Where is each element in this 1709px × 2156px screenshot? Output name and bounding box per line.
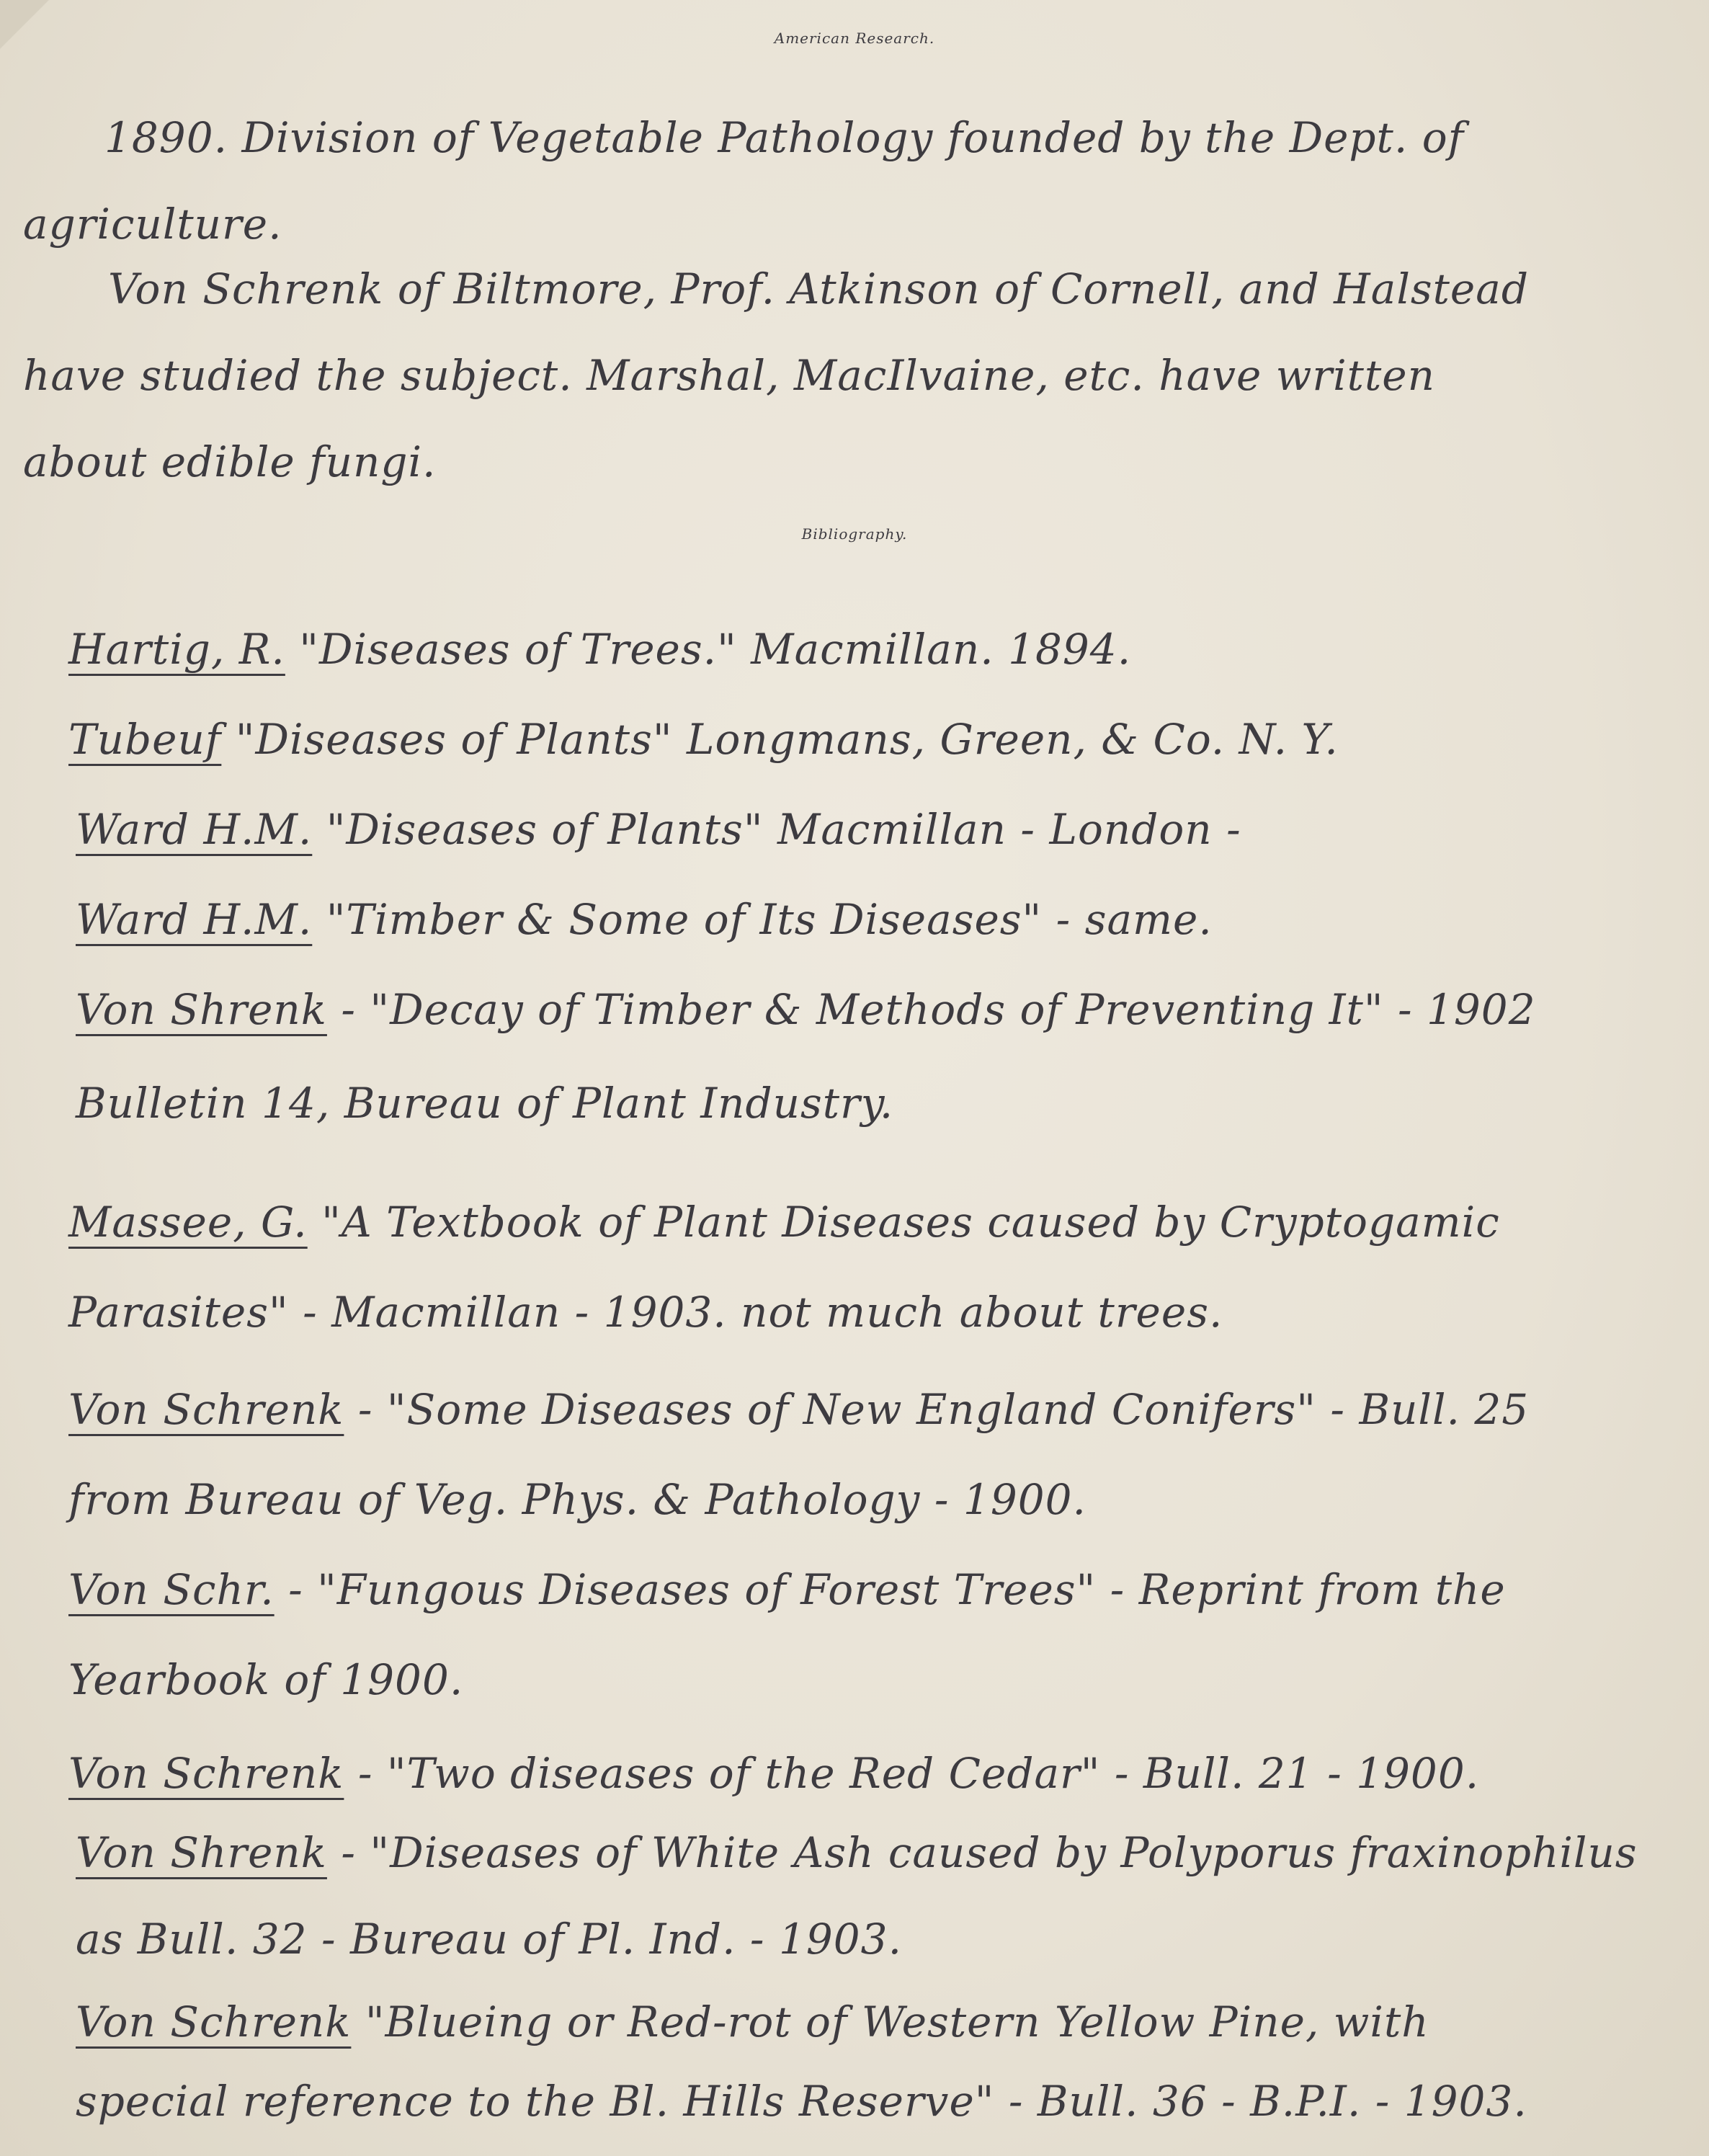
- bibliography-entry: [68, 1751, 1479, 1797]
- page-title: American Research.: [774, 30, 935, 47]
- intro-line-3: Von Schrenk of Biltmore, Prof. Atkinson of Cornell, and Halstead: [108, 264, 1529, 313]
- entry-author: Von Schrenk: [68, 1749, 344, 1798]
- entry-author: Massee, G.: [68, 1198, 308, 1247]
- entry-text: - "Decay of Timber & Methods of Preventing It" - 1902: [326, 985, 1536, 1034]
- entry-continuation: Yearbook of 1900.: [68, 1655, 464, 1704]
- bibliography-entry: [76, 1830, 1638, 1876]
- entry-continuation: Bulletin 14, Bureau of Plant Industry.: [76, 1079, 894, 1128]
- entry-author: Von Schr.: [68, 1565, 275, 1614]
- bibliography-entry: [68, 1567, 1506, 1613]
- entry-text: "Timber & Some of Its Diseases" - same.: [312, 895, 1213, 944]
- entry-text: "Blueing or Red-rot of Western Yellow Pine, with: [351, 1997, 1429, 2046]
- entry-author: Ward H.M.: [76, 805, 313, 854]
- bibliography-entry: [68, 627, 1131, 673]
- entry-continuation: as Bull. 32 - Bureau of Pl. Ind. - 1903.: [76, 1915, 903, 1964]
- entry-author: Von Schrenk: [76, 1997, 352, 2046]
- entry-author: Hartig, R.: [68, 625, 285, 674]
- entry-text: "Diseases of Plants" Macmillan - London -: [312, 805, 1241, 854]
- entry-text: "Diseases of Plants" Longmans, Green, & Co. N. Y.: [221, 715, 1339, 764]
- entry-text: - "Diseases of White Ash caused by Polyporus fraxinophilus: [326, 1828, 1638, 1877]
- entry-author: Tubeuf: [68, 715, 222, 764]
- entry-continuation: Parasites" - Macmillan - 1903. not much about trees.: [68, 1288, 1223, 1337]
- bibliography-entry: [68, 1200, 1500, 1246]
- bibliography-entry: [76, 1997, 1429, 2046]
- bibliography-heading: Bibliography.: [801, 525, 908, 543]
- entry-continuation: special reference to the Bl. Hills Reserve" - Bull. 36 - B.P.I. - 1903.: [76, 2077, 1527, 2126]
- intro-line-4: have studied the subject. Marshal, MacIlvaine, etc. have written: [23, 351, 1435, 400]
- bibliography-entry: [76, 807, 1241, 853]
- entry-author: Ward H.M.: [76, 895, 313, 944]
- entry-text: - "Two diseases of the Red Cedar" - Bull. 21 - 1900.: [344, 1749, 1480, 1798]
- intro-line-2: agriculture.: [23, 200, 282, 249]
- bibliography-entry: [68, 717, 1339, 763]
- entry-text: - "Some Diseases of New England Conifers" - Bull. 25: [344, 1385, 1530, 1434]
- bibliography-entry: [76, 897, 1213, 943]
- bibliography-entry: [68, 1387, 1529, 1433]
- entry-text: "Diseases of Trees." Macmillan. 1894.: [285, 625, 1132, 674]
- entry-author: Von Shrenk: [76, 985, 327, 1034]
- bibliography-entry: [76, 987, 1536, 1033]
- entry-continuation: from Bureau of Veg. Phys. & Pathology - 1900.: [68, 1475, 1086, 1524]
- entry-text: - "Fungous Diseases of Forest Trees" - Reprint from the: [274, 1565, 1506, 1614]
- entry-author: Von Schrenk: [68, 1385, 344, 1434]
- intro-line-5: about edible fungi.: [23, 437, 437, 486]
- intro-line-1: 1890. Division of Vegetable Pathology founded by the Dept. of: [104, 113, 1465, 162]
- entry-author: Von Shrenk: [76, 1828, 327, 1877]
- entry-text: "A Textbook of Plant Diseases caused by Cryptogamic: [307, 1198, 1500, 1247]
